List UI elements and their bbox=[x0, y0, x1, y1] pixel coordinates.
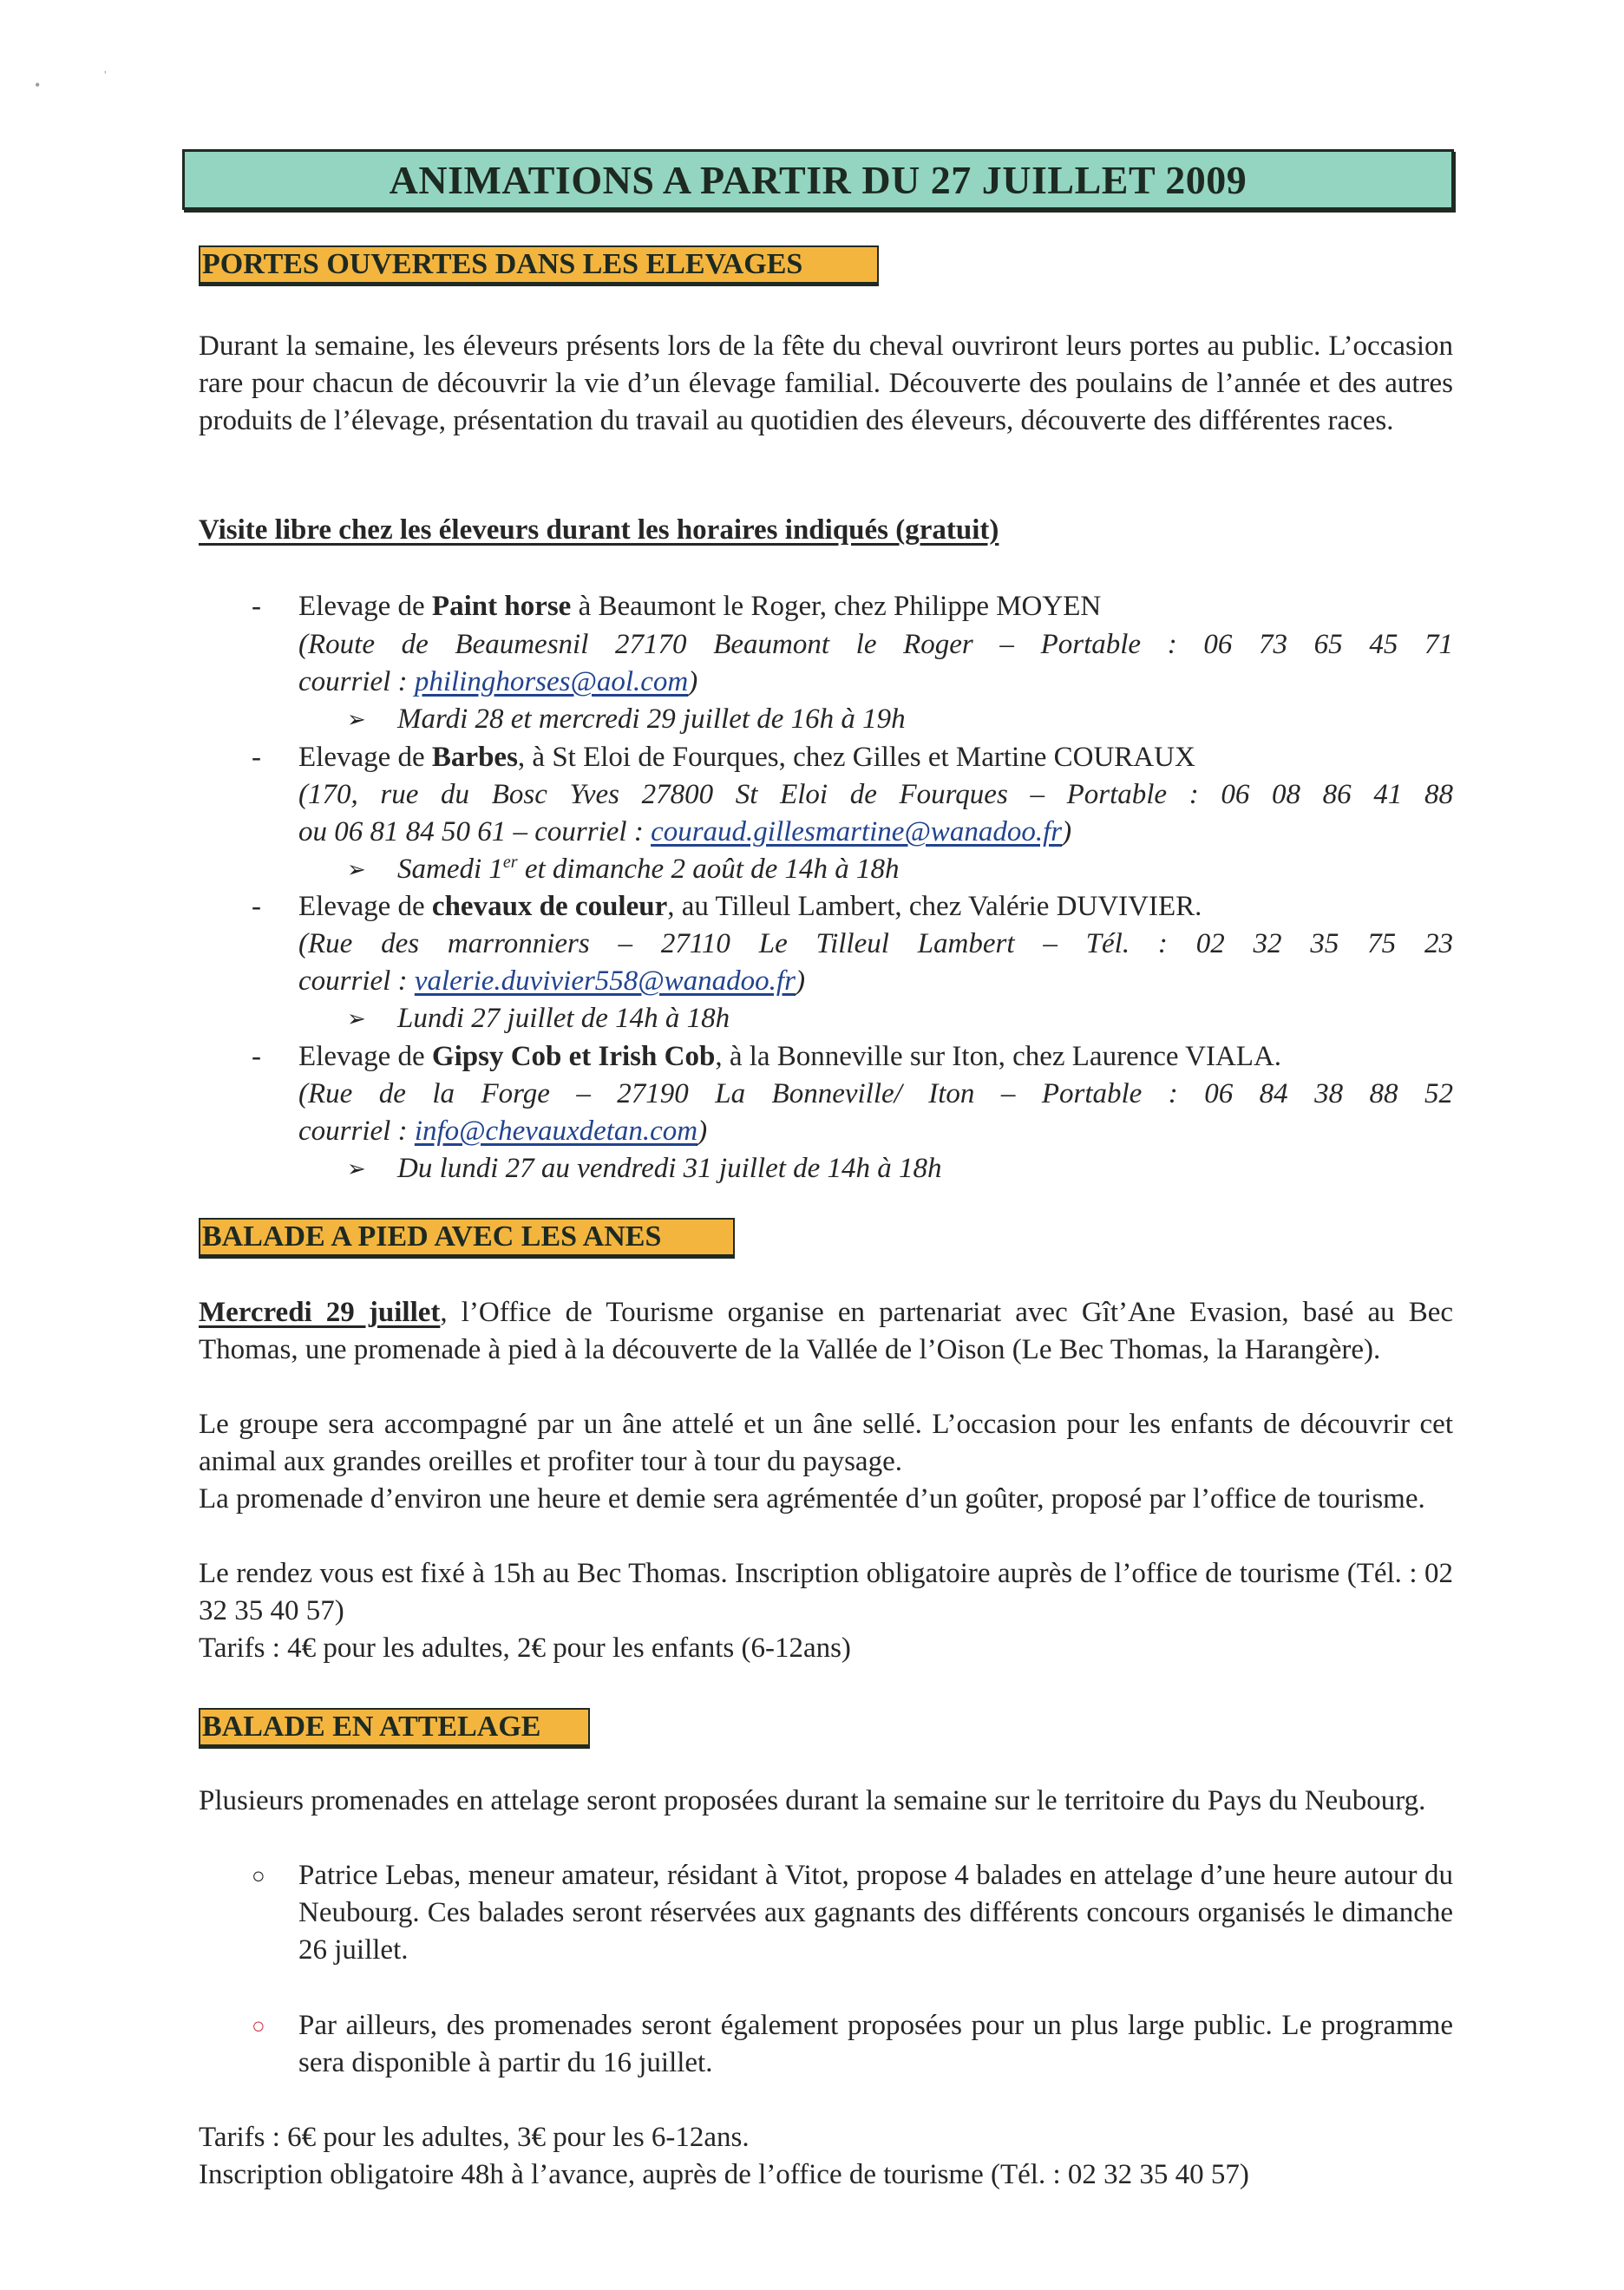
anes-paragraph-3: La promenade d’environ une heure et demie sera agrémentée d’un goûter, proposé par l’office de tourisme. bbox=[199, 1483, 1425, 1515]
scan-speck: ' bbox=[104, 69, 107, 82]
section-heading-anes: BALADE A PIED AVEC LES ANES bbox=[199, 1218, 735, 1259]
attelage-intro: Plusieurs promenades en attelage seront proposées durant la semaine sur le territoire du Pays du Neubourg. bbox=[199, 1785, 1426, 1816]
attelage-tarifs: Tarifs : 6€ pour les adultes, 3€ pour les 6-12ans. bbox=[199, 2122, 750, 2153]
breeder-1-schedule: Mardi 28 et mercredi 29 juillet de 16h à 19h bbox=[397, 703, 906, 735]
attelage-item-2: Par ailleurs, des promenades seront également proposées pour un plus large public. Le programme sera disponible à partir du 16 juillet. bbox=[298, 2010, 1453, 2078]
breeder-2-address: (170, rue du Bosc Yves 27800 St Eloi de Fourques – Portable : 06 08 86 41 88 bbox=[298, 779, 1453, 810]
scan-speck: • bbox=[35, 76, 41, 94]
portes-intro: Durant la semaine, les éleveurs présents lors de la fête du cheval ouvriront leurs portes au public. L’occasion rare pour chacun de découvrir la vie d’un élevage familial. Découverte des poulains de l’année et des autres produits de l’élevage, présentation du travail au quotidien des éleveurs, découverte des différentes races. bbox=[199, 330, 1453, 436]
section-heading-portes: PORTES OUVERTES DANS LES ELEVAGES bbox=[199, 245, 879, 286]
breeder-3-mail: courriel : valerie.duvivier558@wanadoo.fr) bbox=[298, 965, 805, 997]
attelage-inscription: Inscription obligatoire 48h à l’avance, auprès de l’office de tourisme (Tél. : 02 32 35 40 57) bbox=[199, 2159, 1249, 2190]
breeder-1-mail: courriel : philinghorses@aol.com) bbox=[298, 666, 698, 697]
breeder-3-title: Elevage de chevaux de couleur, au Tilleul Lambert, chez Valérie DUVIVIER. bbox=[298, 891, 1202, 922]
breeder-3-email-link[interactable]: valerie.duvivier558@wanadoo.fr bbox=[414, 965, 796, 997]
breeder-2-title: Elevage de Barbes, à St Eloi de Fourques, chez Gilles et Martine COURAUX bbox=[298, 742, 1195, 773]
arrow-bullet-icon: ➢ bbox=[347, 857, 366, 882]
dash-bullet-icon: - bbox=[252, 1041, 261, 1072]
breeder-2-email-link[interactable]: couraud.gillesmartine@wanadoo.fr bbox=[651, 816, 1063, 847]
arrow-bullet-icon: ➢ bbox=[347, 707, 366, 732]
breeder-3-address: (Rue des marronniers – 27110 Le Tilleul Lambert – Tél. : 02 32 35 75 23 bbox=[298, 928, 1453, 959]
arrow-bullet-icon: ➢ bbox=[347, 1156, 366, 1181]
breeder-4-title: Elevage de Gipsy Cob et Irish Cob, à la Bonneville sur Iton, chez Laurence VIALA. bbox=[298, 1041, 1282, 1072]
breeder-4-schedule: Du lundi 27 au vendredi 31 juillet de 14h à 18h bbox=[397, 1153, 942, 1184]
attelage-item-1: Patrice Lebas, meneur amateur, résidant à Vitot, propose 4 balades en attelage d’une heure autour du Neubourg. Ces balades seront réservées aux gagnants des différents concours organisés le dimanche 26 juillet. bbox=[298, 1860, 1453, 1966]
page-title: ANIMATIONS A PARTIR DU 27 JUILLET 2009 bbox=[182, 149, 1454, 210]
dash-bullet-icon: - bbox=[252, 742, 261, 773]
arrow-bullet-icon: ➢ bbox=[347, 1006, 366, 1031]
section-heading-attelage: BALADE EN ATTELAGE bbox=[199, 1708, 590, 1749]
breeder-3-schedule: Lundi 27 juillet de 14h à 18h bbox=[397, 1003, 730, 1034]
breeder-4-address: (Rue de la Forge – 27190 La Bonneville/ Iton – Portable : 06 84 38 88 52 bbox=[298, 1078, 1453, 1109]
circle-bullet-icon: ○ bbox=[252, 2013, 265, 2038]
breeder-4-email-link[interactable]: info@chevauxdetan.com bbox=[414, 1116, 698, 1147]
anes-tarifs: Tarifs : 4€ pour les adultes, 2€ pour les enfants (6-12ans) bbox=[199, 1632, 851, 1664]
breeder-4-mail: courriel : info@chevauxdetan.com) bbox=[298, 1116, 708, 1147]
breeder-1-title: Elevage de Paint horse à Beaumont le Roger, chez Philippe MOYEN bbox=[298, 591, 1102, 622]
breeder-1-address: (Route de Beaumesnil 27170 Beaumont le Roger – Portable : 06 73 65 45 71 bbox=[298, 629, 1453, 660]
anes-paragraph-4: Le rendez vous est fixé à 15h au Bec Thomas. Inscription obligatoire auprès de l’office de tourisme (Tél. : 02 32 35 40 57) bbox=[199, 1558, 1453, 1626]
dash-bullet-icon: - bbox=[252, 891, 261, 922]
breeder-2-schedule: Samedi 1er et dimanche 2 août de 14h à 18h bbox=[397, 853, 900, 885]
anes-paragraph-1: Mercredi 29 juillet, l’Office de Tourisme organise en partenariat avec Gît’Ane Evasion, basé au Bec Thomas, une promenade à pied à la découverte de la Vallée de l’Oison (Le Bec Thomas, la Harangère). bbox=[199, 1297, 1453, 1365]
dash-bullet-icon: - bbox=[252, 591, 261, 622]
anes-paragraph-2: Le groupe sera accompagné par un âne attelé et un âne sellé. L’occasion pour les enfants de découvrir cet animal aux grandes oreilles et profiter tour à tour du paysage. bbox=[199, 1409, 1453, 1477]
portes-subheading: Visite libre chez les éleveurs durant les horaires indiqués (gratuit) bbox=[199, 514, 999, 546]
breeder-2-mail: ou 06 81 84 50 61 – courriel : couraud.gillesmartine@wanadoo.fr) bbox=[298, 816, 1072, 847]
breeder-1-email-link[interactable]: philinghorses@aol.com bbox=[414, 666, 689, 697]
circle-bullet-icon: ○ bbox=[252, 1863, 265, 1888]
